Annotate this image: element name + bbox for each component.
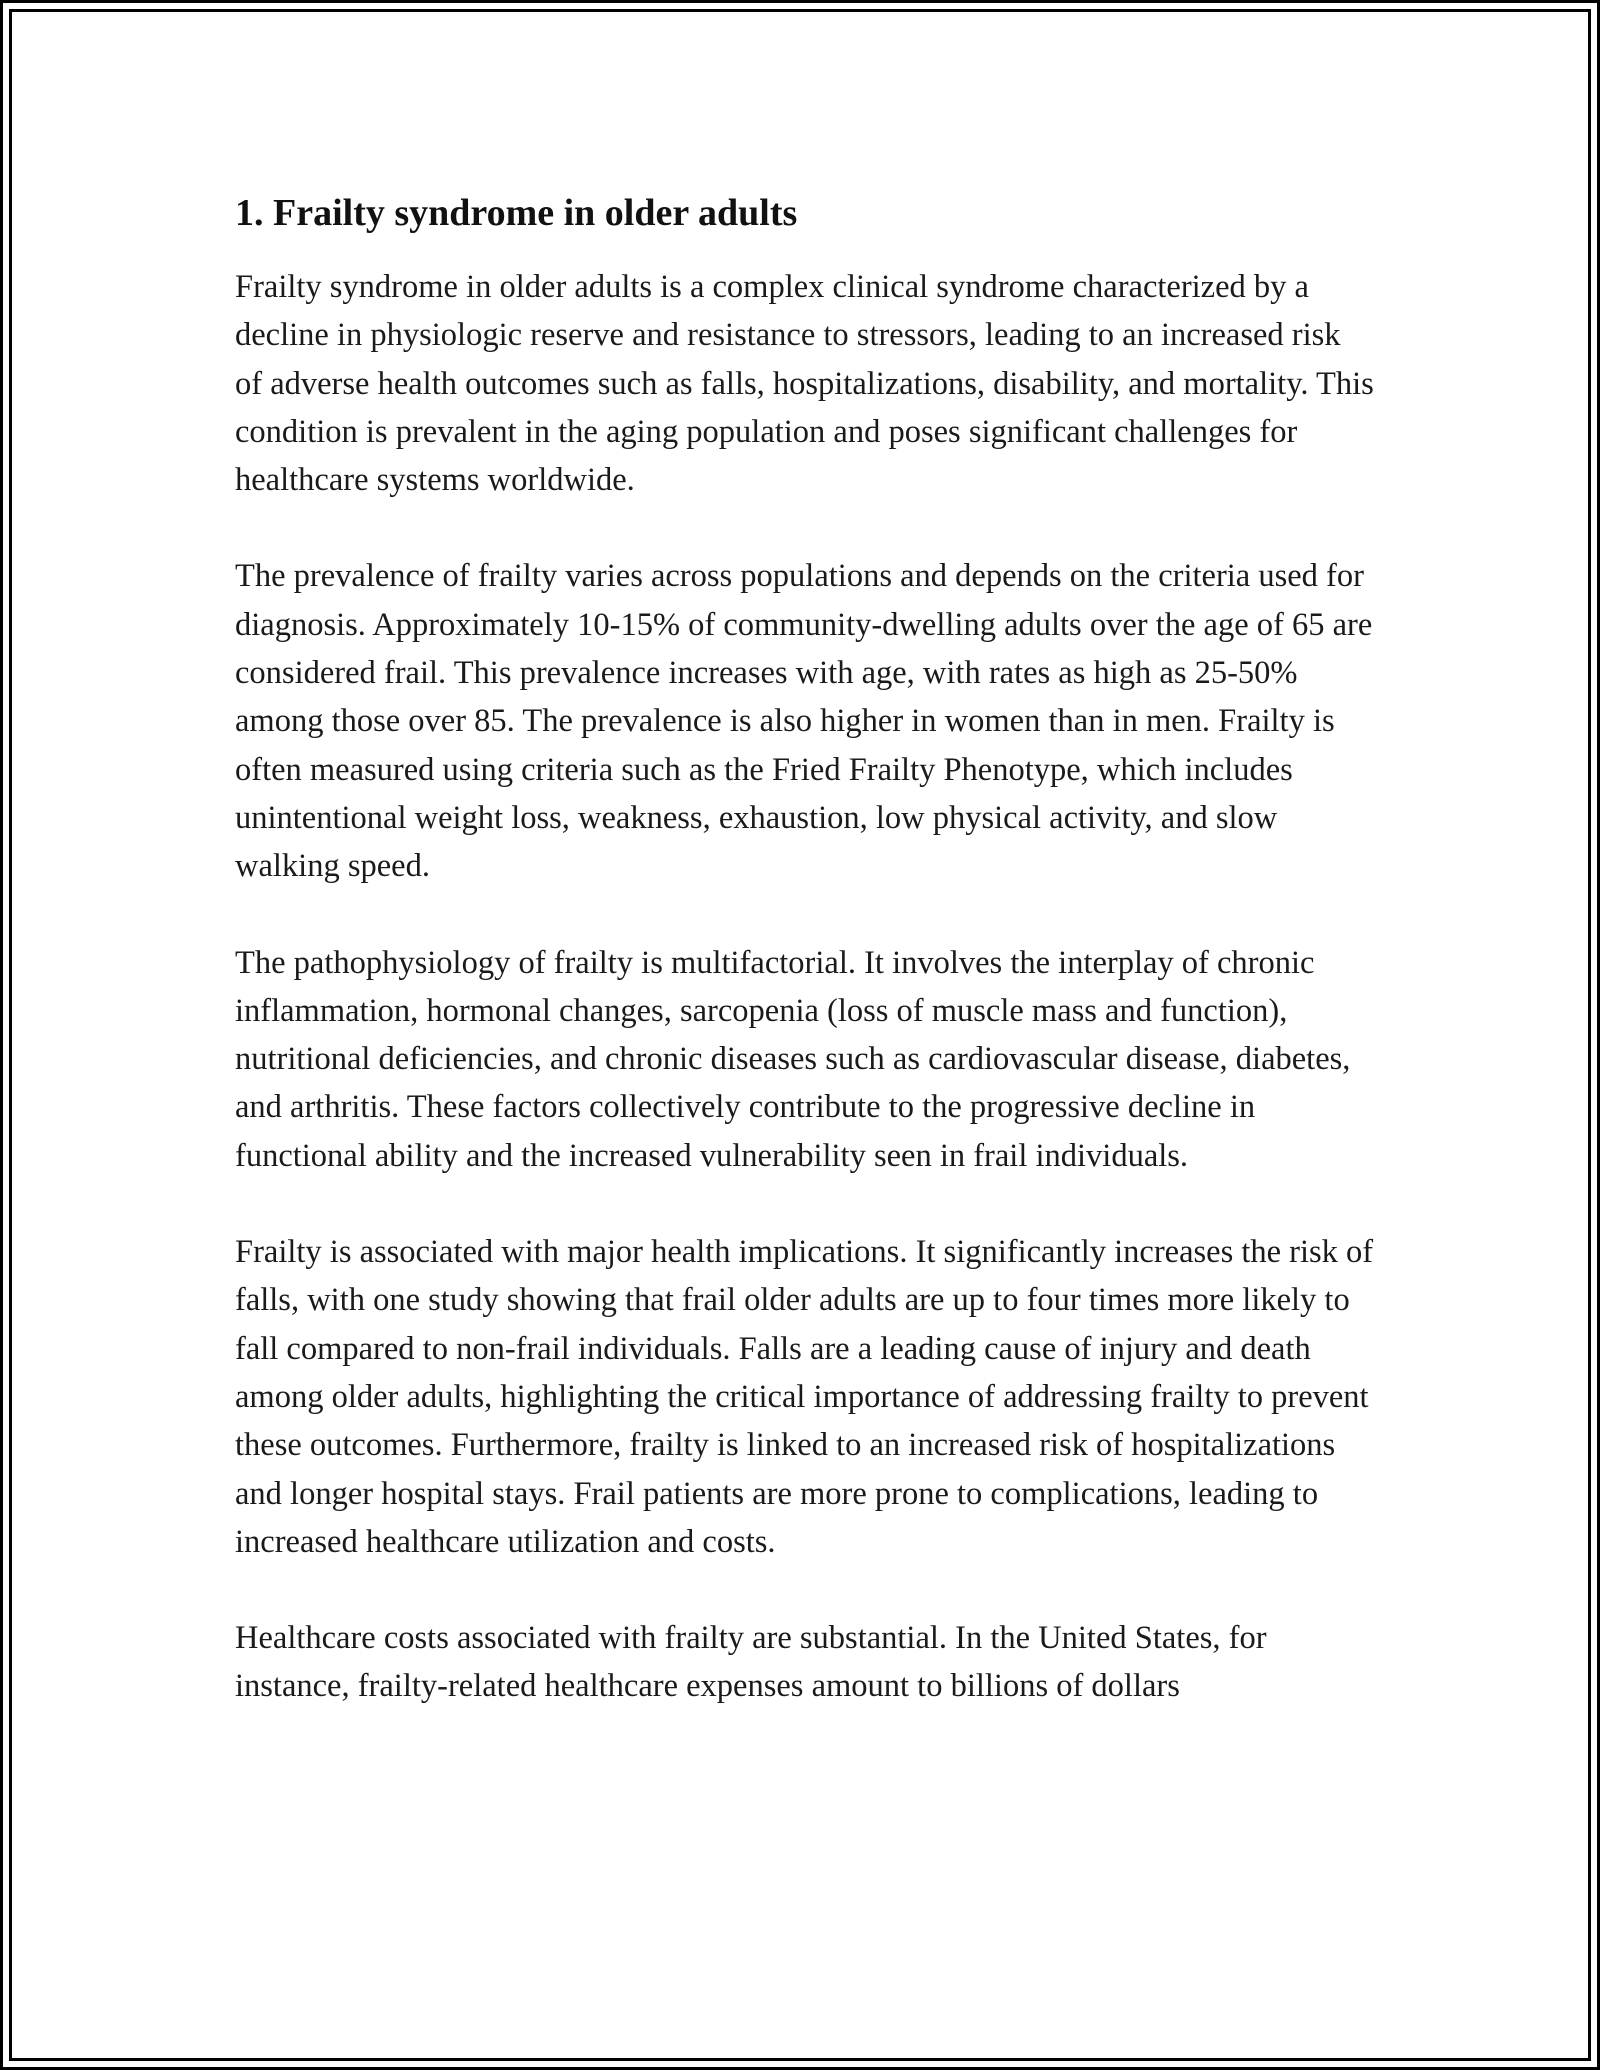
paragraph-prevalence: The prevalence of frailty varies across populations and depends on the criteria used for diagnosis. Approximately 10-15% of community-dwelling adults over the age of 65 are considered frail. This prevalence increases with age, with rates as high as 25-50% among those over 85. The prevalence is also higher in women than in men. Frailty is often measured using criteria such as the Fried Frailty Phenotype, which includes unintentional weight loss, weakness, exhaustion, low physical activity, and slow walking speed. [235,558,1373,885]
paragraph-healthcare-costs: Healthcare costs associated with frailty are substantial. In the United States, for instance, frailty-related healthcare expenses amount to billions of dollars [235,1620,1267,1705]
paragraph-pathophysiology: The pathophysiology of frailty is multifactorial. It involves the interplay of chronic inflammation, hormonal changes, sarcopenia (loss of muscle mass and function), nutritional deficiencies, and chronic diseases such as cardiovascular disease, diabetes, and arthritis. These factors collectively contribute to the progressive decline in functional ability and the increased vulnerability seen in frail individuals. [235,944,1351,1174]
paragraph-intro: Frailty syndrome in older adults is a complex clinical syndrome characterized by a decline in physiologic reserve and resistance to stressors, leading to an increased risk of adverse health outcomes such as falls, hospitalizations, disability, and mortality. This condition is prevalent in the aging population and poses significant challenges for healthcare systems worldwide. [235,269,1374,499]
paragraph-health-implications: Frailty is associated with major health implications. It significantly increases the risk of falls, with one study showing that frail older adults are up to four times more likely to fall compared to non-frail individuals. Falls are a leading cause of injury and death among older adults, highlighting the critical importance of addressing frailty to prevent these outcomes. Furthermore, frailty is linked to an increased risk of hospitalizations and longer hospital stays. Frail patients are more prone to complications, leading to increased healthcare utilization and costs. [235,1234,1374,1560]
section-heading: 1. Frailty syndrome in older adults [235,192,798,234]
document-body [235,185,1375,1759]
